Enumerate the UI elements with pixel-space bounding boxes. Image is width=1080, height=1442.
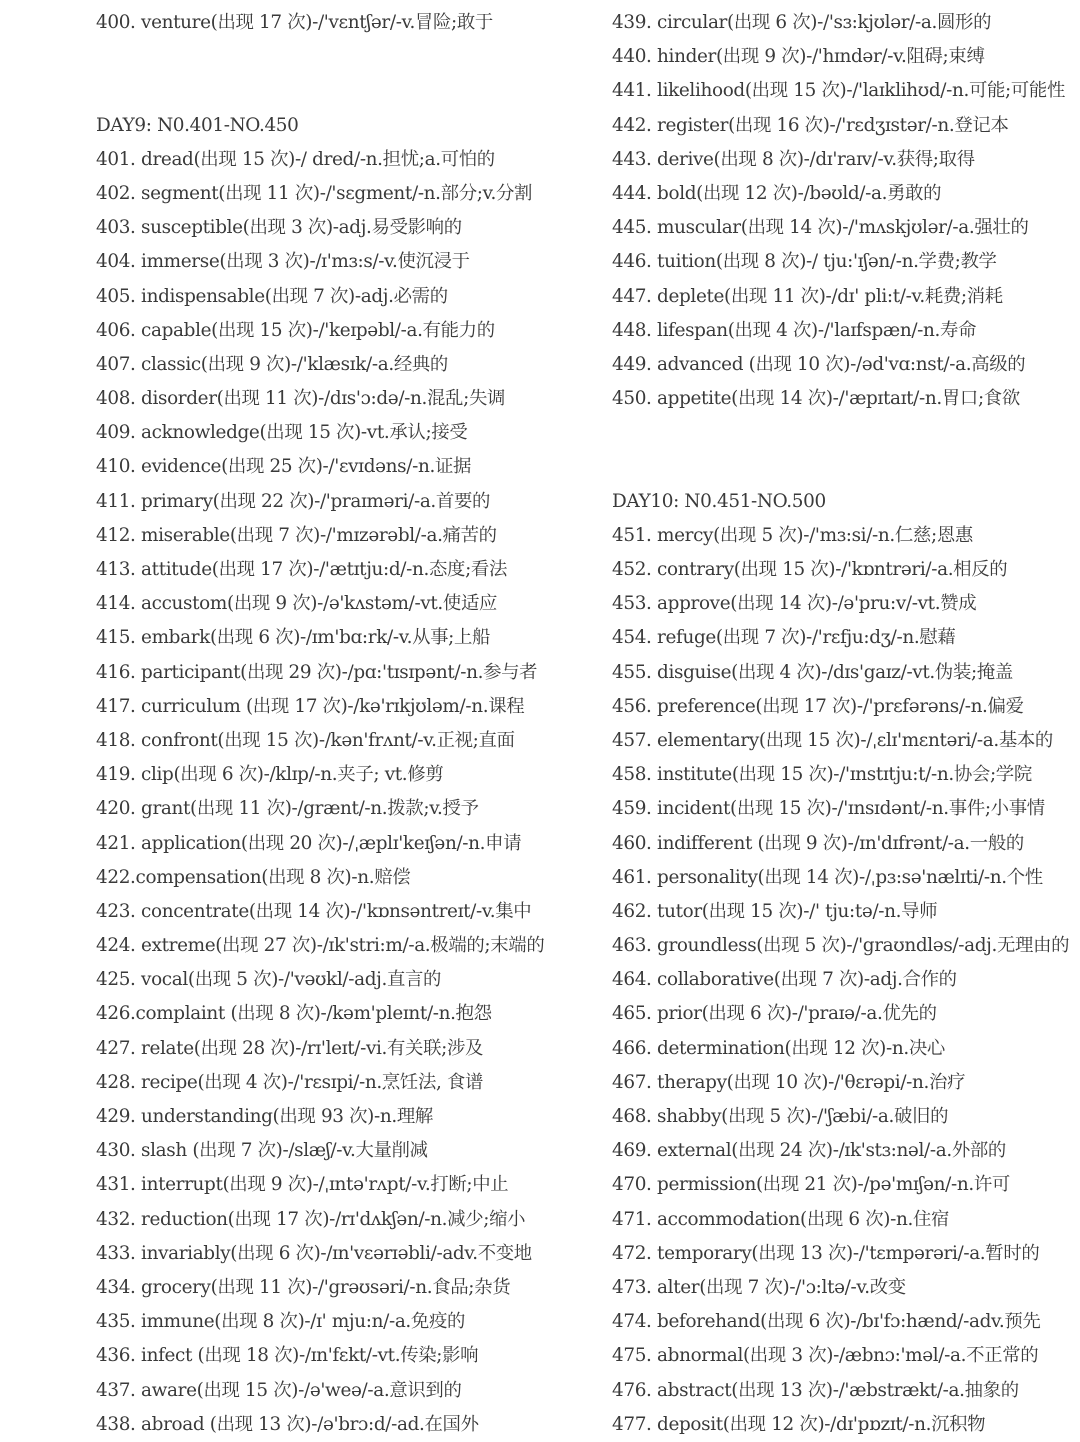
right-top-entries [612, 6, 1072, 416]
vocab-entry: 426.complaint (出现 8 次)-/kəm'pleɪnt/-n.抱怨 [96, 1003, 492, 1025]
vocab-entry: 400. venture(出现 17 次)-/'vɛntʃər/-v.冒险;敢于 [96, 12, 493, 33]
blank-line [612, 416, 1072, 450]
vocab-entry: 423. concentrate(出现 14 次)-/'kɒnsəntreɪt/-v.集中 [96, 900, 532, 922]
left-top-entries [96, 6, 596, 40]
vocab-entry: 458. institute(出现 15 次)-/'ɪnstɪtju:t/-n.协会;学院 [612, 764, 1032, 786]
vocab-entry: 453. approve(出现 14 次)-/ə'pru:v/-vt.赞成 [612, 593, 977, 615]
vocab-entry: 424. extreme(出现 27 次)-/ɪk'stri:m/-a.极端的;末端的 [96, 935, 545, 957]
vocab-entry: 410. evidence(出现 25 次)-/'ɛvɪdəns/-n.证据 [96, 456, 472, 478]
vocab-entry: 406. capable(出现 15 次)-/'keɪpəbl/-a.有能力的 [96, 319, 495, 341]
vocab-entry: 414. accustom(出现 9 次)-/ə'kʌstəm/-vt.使适应 [96, 593, 498, 615]
vocab-entry: 472. temporary(出现 13 次)-/'tɛmpərəri/-a.暂时的 [612, 1242, 1040, 1264]
day10-heading: DAY10: N0.451-NO.500 [612, 490, 826, 512]
vocab-entry: 401. dread(出现 15 次)-/ dred/-n.担忧;a.可怕的 [96, 148, 495, 170]
vocab-entry: 438. abroad (出现 13 次)-/ə'brɔ:d/-ad.在国外 [96, 1413, 479, 1435]
vocab-entry: 469. external(出现 24 次)-/ɪk'stɜ:nəl/-a.外部的 [612, 1140, 1006, 1162]
vocab-entry: 462. tutor(出现 15 次)-/' tju:tə/-n.导师 [612, 900, 938, 922]
vocab-entry: 445. muscular(出现 14 次)-/'mʌskjʊlər/-a.强壮的 [612, 217, 1029, 239]
vocab-entry: 443. derive(出现 8 次)-/dɪ'raɪv/-v.获得;取得 [612, 148, 975, 170]
vocab-entry: 415. embark(出现 6 次)-/ɪm'bɑ:rk/-v.从事;上船 [96, 627, 491, 649]
vocab-entry: 422.compensation(出现 8 次)-n.赔偿 [96, 866, 411, 888]
vocab-entry: 450. appetite(出现 14 次)-/'æpɪtaɪt/-n.胃口;食欲 [612, 388, 1020, 410]
vocab-entry: 404. immerse(出现 3 次)-/ɪ'mɜ:s/-v.使沉浸于 [96, 251, 470, 273]
vocab-entry: 440. hinder(出现 9 次)-/'hɪndər/-v.阻碍;束缚 [612, 46, 985, 68]
day9-word-list [96, 143, 596, 1442]
vocab-entry: 461. personality(出现 14 次)-/ˌpɜ:sə'nælɪti/-n.个性 [612, 866, 1043, 888]
vocab-entry: 459. incident(出现 15 次)-/'ɪnsɪdənt/-n.事件;小事情 [612, 798, 1045, 820]
vocab-entry: 470. permission(出现 21 次)-/pə'mɪʃən/-n.许可 [612, 1174, 1010, 1196]
vocab-entry: 455. disguise(出现 4 次)-/dɪs'gaɪz/-vt.伪装;掩盖 [612, 661, 1013, 683]
vocab-entry: 436. infect (出现 18 次)-/ɪn'fɛkt/-vt.传染;影响 [96, 1345, 479, 1367]
vocab-entry: 456. preference(出现 17 次)-/'prɛfərəns/-n.偏爱 [612, 695, 1024, 717]
vocab-entry: 447. deplete(出现 11 次)-/dɪ' pli:t/-v.耗费;消耗 [612, 285, 1003, 307]
blank-line [612, 450, 1072, 484]
vocab-entry: 421. application(出现 20 次)-/ˌæplɪ'keɪʃən/-n.申请 [96, 832, 522, 854]
blank-line [96, 74, 596, 108]
vocab-entry: 402. segment(出现 11 次)-/'sɛgment/-n.部分;v.分割 [96, 182, 533, 204]
blank-line [96, 40, 596, 74]
vocab-entry: 451. mercy(出现 5 次)-/'mɜ:si/-n.仁慈;恩惠 [612, 524, 973, 546]
vocab-entry: 429. understanding(出现 93 次)-n.理解 [96, 1106, 433, 1127]
vocab-entry: 418. confront(出现 15 次)-/kən'frʌnt/-v.正视;直面 [96, 729, 515, 751]
left-column [96, 6, 596, 1442]
vocab-entry: 475. abnormal(出现 3 次)-/æbnɔ:'məl/-a.不正常的 [612, 1345, 1039, 1367]
vocab-entry: 420. grant(出现 11 次)-/grænt/-n.拨款;v.授予 [96, 798, 479, 820]
vocab-entry: 433. invariably(出现 6 次)-/ɪn'vɛərɪəbli/-adv.不变地 [96, 1242, 532, 1264]
vocab-entry: 468. shabby(出现 5 次)-/'ʃæbi/-a.破旧的 [612, 1106, 949, 1127]
vocab-entry: 431. interrupt(出现 9 次)-/ˌɪntə'rʌpt/-v.打断;中止 [96, 1174, 509, 1196]
vocab-entry: 465. prior(出现 6 次)-/'praɪə/-a.优先的 [612, 1003, 937, 1025]
vocab-entry: 444. bold(出现 12 次)-/bəʊld/-a.勇敢的 [612, 182, 942, 204]
vocab-entry: 474. beforehand(出现 6 次)-/bɪ'fɔ:hænd/-adv.预先 [612, 1311, 1041, 1333]
right-column [612, 6, 1072, 1442]
vocab-entry: 448. lifespan(出现 4 次)-/'laɪfspæn/-n.寿命 [612, 319, 977, 341]
vocab-entry: 405. indispensable(出现 7 次)-adj.必需的 [96, 285, 448, 307]
vocab-entry: 476. abstract(出现 13 次)-/'æbstrækt/-a.抽象的 [612, 1379, 1019, 1401]
vocab-entry: 449. advanced (出现 10 次)-/əd'vɑ:nst/-a.高级的 [612, 353, 1026, 375]
vocab-entry: 452. contrary(出现 15 次)-/'kɒntrəri/-a.相反的 [612, 559, 1008, 580]
vocab-entry: 430. slash (出现 7 次)-/slæʃ/-v.大量削减 [96, 1140, 428, 1162]
vocab-entry: 473. alter(出现 7 次)-/'ɔ:ltə/-v.改变 [612, 1276, 906, 1298]
vocab-entry: 467. therapy(出现 10 次)-/'θɛrəpi/-n.治疗 [612, 1071, 966, 1093]
vocab-entry: 428. recipe(出现 4 次)-/'rɛsɪpi/-n.烹饪法, 食谱 [96, 1071, 484, 1093]
day10-word-list [612, 519, 1072, 1442]
vocab-entry: 425. vocal(出现 5 次)-/'vəʊkl/-adj.直言的 [96, 969, 442, 991]
vocab-entry: 434. grocery(出现 11 次)-/'grəʊsəri/-n.食品;杂货 [96, 1276, 511, 1298]
vocab-entry: 419. clip(出现 6 次)-/klɪp/-n.夹子; vt.修剪 [96, 764, 444, 786]
vocab-entry: 416. participant(出现 29 次)-/pɑ:'tɪsɪpənt/-n.参与者 [96, 661, 538, 683]
vocab-entry: 435. immune(出现 8 次)-/ɪ' mju:n/-a.免疫的 [96, 1311, 466, 1333]
day9-heading: DAY9: N0.401-NO.450 [96, 114, 299, 136]
vocab-entry: 477. deposit(出现 12 次)-/dɪ'pɒzɪt/-n.沉积物 [612, 1413, 986, 1435]
vocab-entry: 412. miserable(出现 7 次)-/'mɪzərəbl/-a.痛苦的 [96, 524, 497, 546]
vocab-entry: 403. susceptible(出现 3 次)-adj.易受影响的 [96, 217, 462, 239]
vocab-entry: 439. circular(出现 6 次)-/'sɜ:kjʊlər/-a.圆形的 [612, 12, 992, 33]
vocab-entry: 409. acknowledge(出现 15 次)-vt.承认;接受 [96, 422, 468, 444]
vocab-entry: 463. groundless(出现 5 次)-/'graʊndləs/-adj.无理由的 [612, 935, 1070, 957]
vocab-entry: 446. tuition(出现 8 次)-/ tju:'ɪʃən/-n.学费;教学 [612, 251, 997, 273]
vocab-entry: 466. determination(出现 12 次)-n.决心 [612, 1037, 945, 1059]
vocab-entry: 417. curriculum (出现 17 次)-/kə'rɪkjʊləm/-n.课程 [96, 695, 525, 717]
vocab-entry: 411. primary(出现 22 次)-/'praɪməri/-a.首要的 [96, 490, 491, 512]
vocab-entry: 460. indifferent (出现 9 次)-/ɪn'dɪfrənt/-a.一般的 [612, 832, 1024, 854]
vocab-entry: 441. likelihood(出现 15 次)-/'laɪklihʊd/-n.可能;可能性 [612, 80, 1065, 102]
vocab-entry: 457. elementary(出现 15 次)-/ˌɛlɪ'mɛntəri/-a.基本的 [612, 729, 1053, 751]
vocab-entry: 437. aware(出现 15 次)-/ə'weə/-a.意识到的 [96, 1379, 462, 1401]
vocab-entry: 464. collaborative(出现 7 次)-adj.合作的 [612, 969, 957, 991]
vocab-entry: 427. relate(出现 28 次)-/rɪ'leɪt/-vi.有关联;涉及 [96, 1037, 484, 1059]
vocab-entry: 454. refuge(出现 7 次)-/'rɛfju:dʒ/-n.慰藉 [612, 627, 956, 649]
vocab-entry: 471. accommodation(出现 6 次)-n.住宿 [612, 1208, 950, 1230]
vocab-entry: 442. register(出现 16 次)-/'rɛdʒɪstər/-n.登记本 [612, 114, 1009, 136]
vocab-entry: 407. classic(出现 9 次)-/'klæsɪk/-a.经典的 [96, 353, 448, 375]
vocab-entry: 408. disorder(出现 11 次)-/dɪs'ɔ:də/-n.混乱;失调 [96, 388, 506, 410]
vocab-entry: 413. attitude(出现 17 次)-/'ætɪtju:d/-n.态度;看法 [96, 559, 508, 580]
vocab-entry: 432. reduction(出现 17 次)-/rɪ'dʌkʃən/-n.减少;缩小 [96, 1208, 526, 1230]
